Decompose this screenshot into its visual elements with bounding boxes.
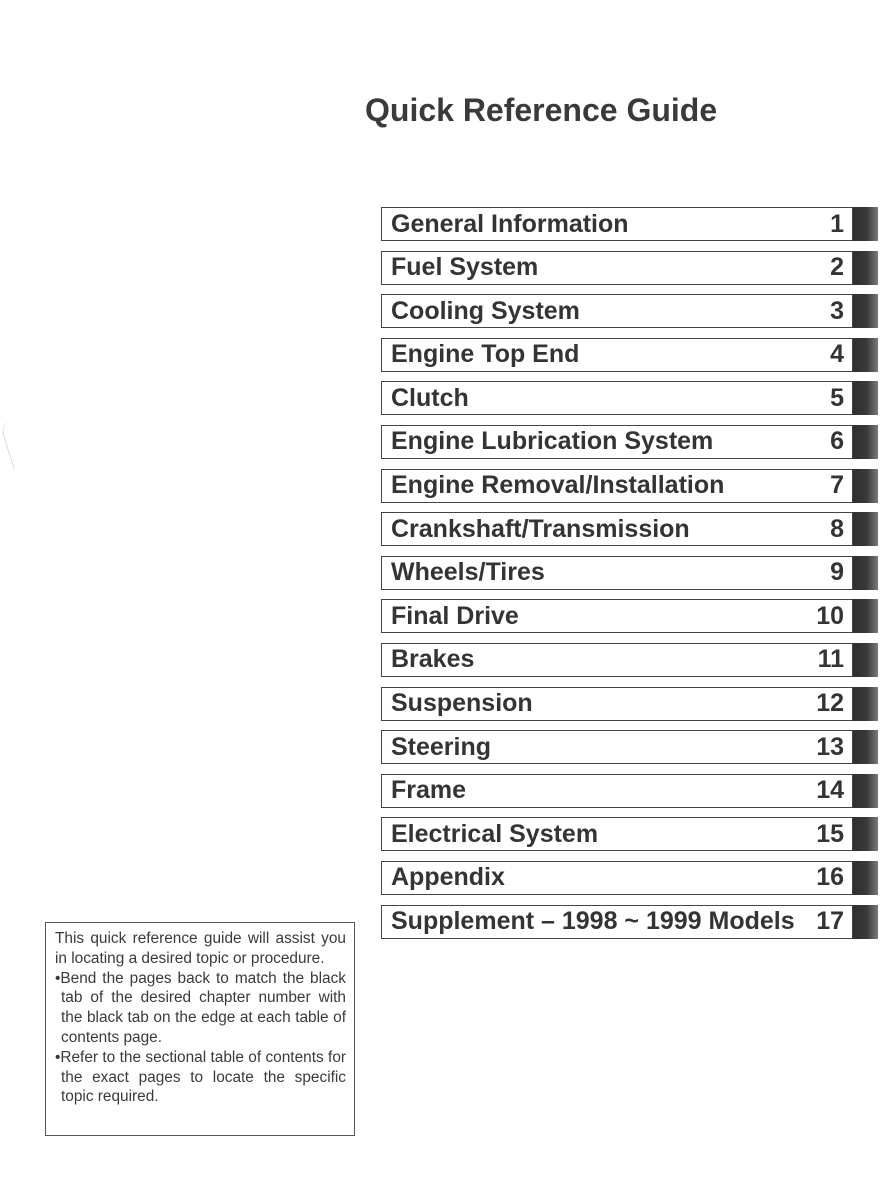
chapter-row-14[interactable] <box>381 774 880 808</box>
chapter-title: Engine Removal/Installation <box>391 471 725 500</box>
chapter-row-1[interactable] <box>381 207 880 241</box>
usage-note <box>45 922 355 1136</box>
chapter-title: Clutch <box>391 383 469 412</box>
note-intro: This quick reference guide will assist you in locating a desired topic or procedure. <box>55 930 346 967</box>
chapter-title: Engine Lubrication System <box>391 427 714 456</box>
chapter-number: 8 <box>830 514 844 543</box>
chapter-title: Crankshaft/Transmission <box>391 514 690 543</box>
chapter-box <box>381 687 853 721</box>
chapter-title: Appendix <box>391 863 505 892</box>
chapter-box <box>381 294 853 328</box>
black-tab[interactable] <box>853 512 878 546</box>
black-tab[interactable] <box>853 338 878 372</box>
chapter-number: 3 <box>830 296 844 325</box>
chapter-row-16[interactable] <box>381 861 880 895</box>
chapter-title: Suspension <box>391 689 533 718</box>
chapter-number: 7 <box>830 471 844 500</box>
black-tab[interactable] <box>853 251 878 285</box>
chapter-row-10[interactable] <box>381 599 880 633</box>
black-tab[interactable] <box>853 817 878 851</box>
page-title: Quick Reference Guide <box>365 92 718 128</box>
chapter-row-5[interactable] <box>381 381 880 415</box>
chapter-title: Steering <box>391 732 492 761</box>
black-tab[interactable] <box>853 687 878 721</box>
chapter-title: Supplement – 1998 ~ 1999 Models <box>391 907 795 935</box>
chapter-row-6[interactable] <box>381 425 880 459</box>
chapter-row-9[interactable] <box>381 556 880 590</box>
black-tab[interactable] <box>853 556 878 590</box>
chapter-box <box>381 599 853 633</box>
chapter-title: Fuel System <box>391 253 539 282</box>
chapter-row-12[interactable] <box>381 687 880 721</box>
black-tab[interactable] <box>853 774 878 808</box>
chapter-number: 14 <box>816 776 844 805</box>
black-tab[interactable] <box>853 861 878 895</box>
chapter-title: Frame <box>391 776 467 805</box>
chapter-row-13[interactable] <box>381 730 880 764</box>
chapter-number: 5 <box>830 383 844 412</box>
chapter-title: Electrical System <box>391 819 599 848</box>
black-tab[interactable] <box>853 425 878 459</box>
chapter-title: Brakes <box>391 645 475 674</box>
chapter-number: 16 <box>816 863 844 892</box>
chapter-title: General Information <box>391 209 629 238</box>
chapter-box <box>381 469 853 503</box>
chapter-box <box>381 817 853 851</box>
black-tab[interactable] <box>853 730 878 764</box>
chapter-box <box>381 730 853 764</box>
note-bullet: •Refer to the sectional table of contents for the exact pages to locate the specific topic required. <box>55 1048 346 1106</box>
chapter-number: 4 <box>830 340 844 369</box>
black-tab[interactable] <box>853 599 878 633</box>
chapter-box <box>381 905 853 939</box>
chapter-title: Cooling System <box>391 296 580 325</box>
chapter-box <box>381 381 853 415</box>
black-tab[interactable] <box>853 207 878 241</box>
note-bullet: •Bend the pages back to match the black tab of the desired chapter number with the black tab on the edge at each table of contents page. <box>55 969 346 1046</box>
chapter-box <box>381 643 853 677</box>
black-tab[interactable] <box>853 905 878 939</box>
page-edge-mark <box>0 419 28 469</box>
chapter-number: 2 <box>830 253 844 282</box>
chapter-row-15[interactable] <box>381 817 880 851</box>
chapter-number: 12 <box>816 689 844 718</box>
chapter-row-8[interactable] <box>381 512 880 546</box>
chapter-box <box>381 512 853 546</box>
black-tab[interactable] <box>853 381 878 415</box>
chapter-number: 1 <box>830 209 844 238</box>
chapter-number: 6 <box>830 427 844 456</box>
chapter-row-4[interactable] <box>381 338 880 372</box>
chapter-row-2[interactable] <box>381 251 880 285</box>
chapter-row-17[interactable] <box>381 905 880 939</box>
chapter-box <box>381 338 853 372</box>
chapter-number: 10 <box>816 601 844 630</box>
chapter-number: 13 <box>816 732 844 761</box>
chapter-box <box>381 207 853 241</box>
chapter-box <box>381 556 853 590</box>
chapter-number: 17 <box>816 907 844 935</box>
chapter-number: 15 <box>816 819 844 848</box>
chapter-box <box>381 774 853 808</box>
chapter-box <box>381 251 853 285</box>
chapter-index <box>381 207 880 948</box>
black-tab[interactable] <box>853 643 878 677</box>
black-tab[interactable] <box>853 469 878 503</box>
chapter-title: Final Drive <box>391 601 519 630</box>
chapter-box <box>381 425 853 459</box>
chapter-number: 11 <box>817 645 844 674</box>
chapter-row-7[interactable] <box>381 469 880 503</box>
chapter-number: 9 <box>830 558 844 587</box>
black-tab[interactable] <box>853 294 878 328</box>
chapter-row-11[interactable] <box>381 643 880 677</box>
chapter-title: Engine Top End <box>391 340 580 369</box>
chapter-title: Wheels/Tires <box>391 558 545 587</box>
chapter-row-3[interactable] <box>381 294 880 328</box>
chapter-box <box>381 861 853 895</box>
